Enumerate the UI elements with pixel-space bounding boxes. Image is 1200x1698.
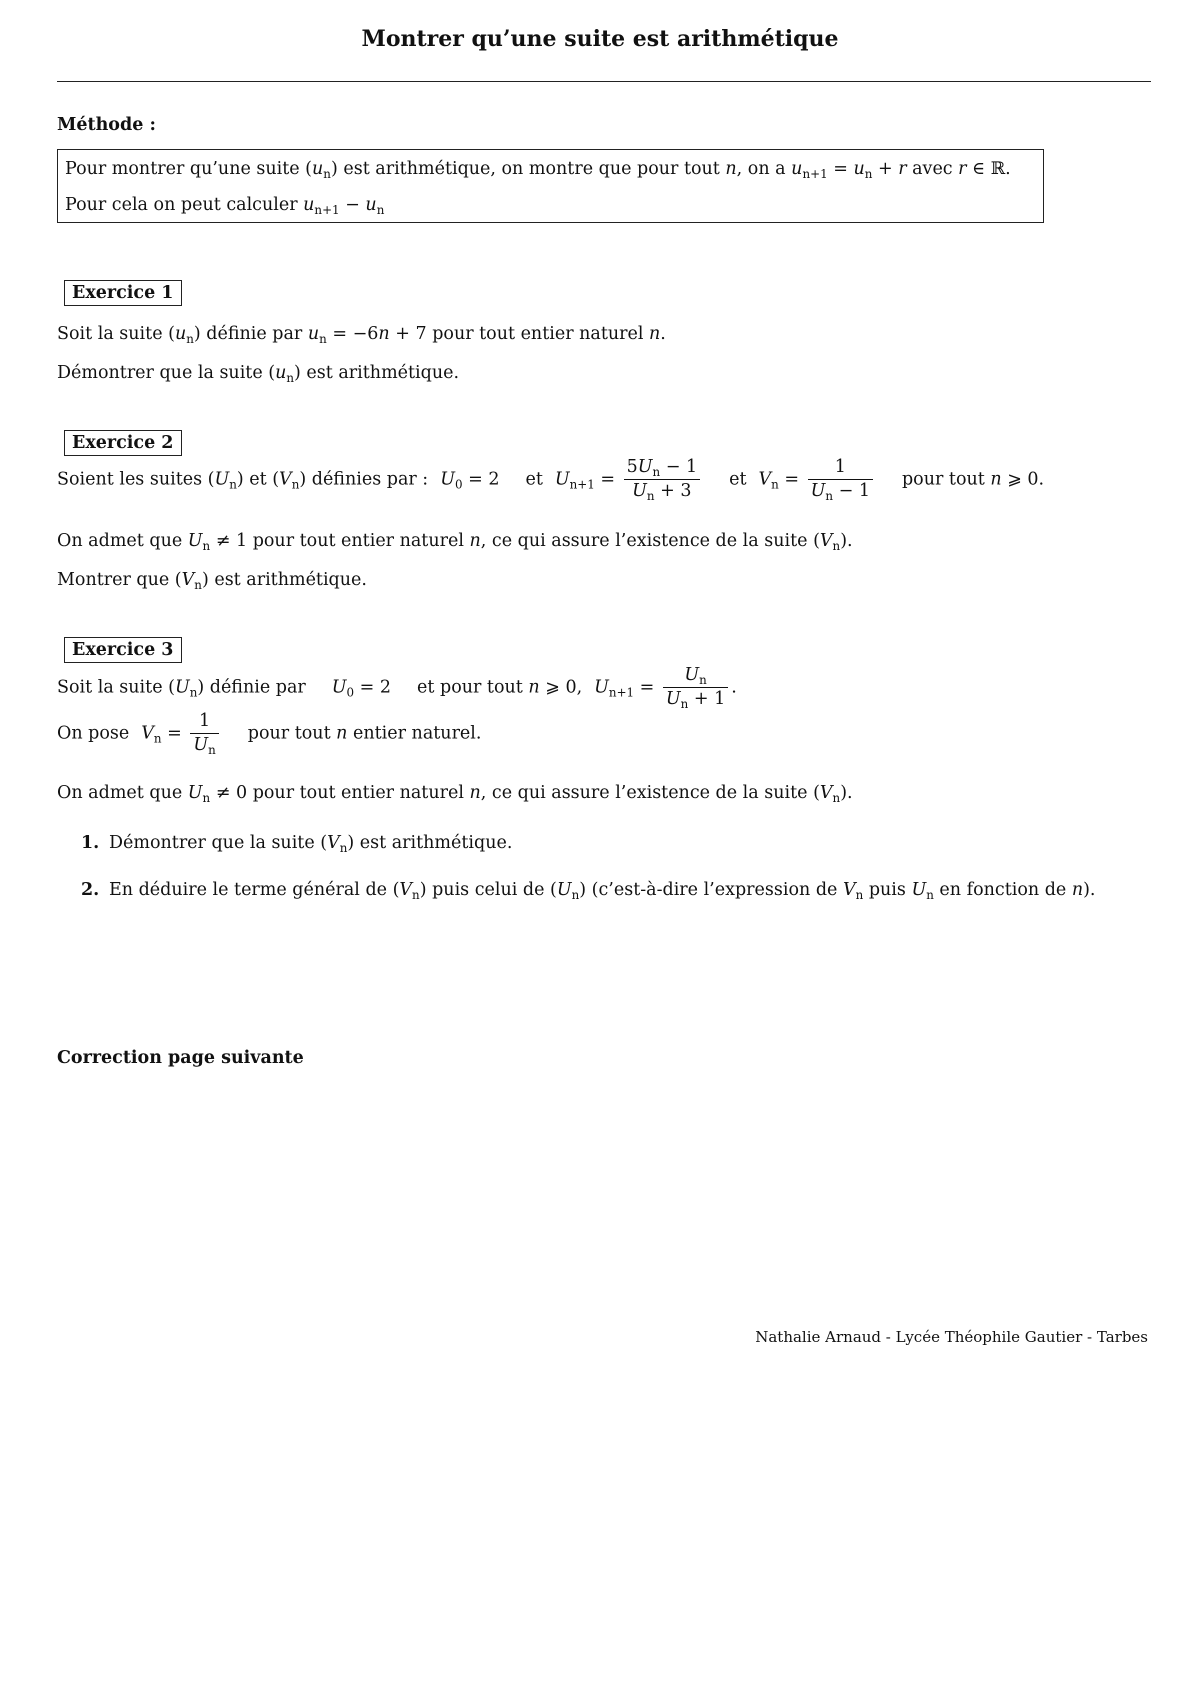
- exercise-3-admit: On admet que $U_n \ne 0$ pour tout entier naturel n, ce qui assure l’existence de la suite $(V_n)$.: [57, 783, 853, 806]
- exercise-3-label: Exercice 3: [64, 637, 182, 663]
- method-heading: Méthode :: [57, 115, 156, 135]
- exercise-2-admit: On admet que $U_n \ne 1$ pour tout entier naturel n, ce qui assure l’existence de la suite $(V_n)$.: [57, 531, 853, 554]
- method-line-2: Pour cela on peut calculer $u_{n+1} - u_n$: [65, 195, 385, 218]
- method-box: [57, 149, 1044, 223]
- correction-note: Correction page suivante: [57, 1048, 304, 1068]
- fraction-un1-ex3: $\frac{U_n}{U_n + 1}$: [663, 666, 728, 710]
- page-title: Montrer qu’une suite est arithmétique: [361, 26, 839, 52]
- exercise-3-definition: Soit la suite $(U_n)$ définie par $U_0 = 2$ et pour tout n ⩾ 0, $U_{n+1}$ = $\frac{U_n}{U_n + 1}$ .: [57, 665, 737, 712]
- exercise-2-definition: Soient les suites $(U_n)$ et $(V_n)$ définies par : $U_0 = 2$ et $U_{n+1}$ = $\frac{5U_n - 1}{U_n + 3}$ et $V_n$ = $\frac{1}{U_n - 1}$ pour tout n ⩾ 0.: [57, 457, 1045, 504]
- exercise-1-line-2: Démontrer que la suite $(u_n)$ est arithmétique.: [57, 363, 460, 386]
- exercise-3-question-1: 1. Démontrer que la suite $(V_n)$ est arithmétique.: [81, 833, 513, 856]
- exercise-3-question-2: 2. En déduire le terme général de $(V_n)$ puis celui de $(U_n)$ (c’est-à-dire l’expression de $V_n$ puis $U_n$ en fonction de n).: [81, 880, 1096, 903]
- exercise-2-question: Montrer que $(V_n)$ est arithmétique.: [57, 570, 367, 593]
- fraction-vn: $\frac{1}{U_n - 1}$: [808, 458, 873, 502]
- exercise-2-label: Exercice 2: [64, 430, 182, 456]
- method-line-1: Pour montrer qu’une suite $(u_n)$ est arithmétique, on montre que pour tout n, on a $u_{n+1} = u_n + r$ avec r ∈ ℝ.: [65, 159, 1011, 182]
- fraction-vn-ex3: $\frac{1}{U_n}$: [190, 712, 218, 756]
- title-rule: [57, 81, 1151, 82]
- exercise-1-line-1: Soit la suite $(u_n)$ définie par $u_n = -6n + 7$ pour tout entier naturel n.: [57, 324, 666, 347]
- exercise-3-pose: On pose $V_n$ = $\frac{1}{U_n}$ pour tout n entier naturel.: [57, 711, 482, 758]
- footer-author: Nathalie Arnaud - Lycée Théophile Gautier - Tarbes: [755, 1328, 1148, 1346]
- fraction-un1: $\frac{5U_n - 1}{U_n + 3}$: [624, 458, 701, 502]
- exercise-1-label: Exercice 1: [64, 280, 182, 306]
